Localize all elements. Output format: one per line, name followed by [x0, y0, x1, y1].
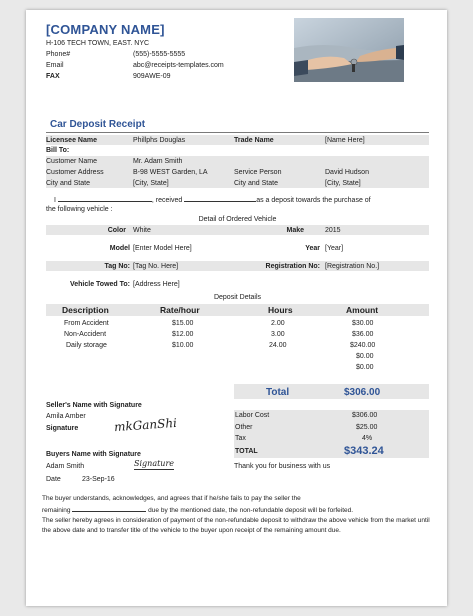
color-value: White: [133, 227, 151, 234]
terms-remaining: remaining: [42, 507, 71, 514]
total-band: [234, 384, 429, 399]
tax-value: 4%: [362, 435, 373, 442]
deposit-amount-blank[interactable]: [184, 194, 256, 202]
city-state-label: City and State: [46, 180, 90, 187]
labor-cost-value: $306.00: [352, 412, 378, 419]
thank-you-text: Thank you for business with us: [234, 463, 331, 470]
statement-deposit-text: as a deposit towards the purchase of: [256, 197, 371, 204]
seller-heading: Seller's Name with Signature: [46, 402, 142, 409]
remaining-amount-blank[interactable]: [72, 504, 146, 512]
statement-line-2: the following vehicle :: [46, 206, 113, 213]
col-rate: Rate/hour: [160, 305, 200, 315]
grand-total-value: $343.24: [344, 445, 384, 457]
registration-value: [Registration No.]: [325, 263, 380, 270]
licensee-value: Phillphs Douglas: [133, 137, 186, 144]
city-state-value-2: [City, State]: [325, 180, 361, 187]
row-1-description: Non-Accident: [64, 331, 107, 338]
col-hours: Hours: [268, 305, 293, 315]
make-label: Make: [286, 227, 304, 234]
terms-due-text: due by the mentioned date, the non-refundable deposit will be forfeited.: [148, 507, 354, 514]
receipt-title: Car Deposit Receipt: [50, 119, 146, 130]
date-label: Date: [46, 476, 61, 483]
row-1-amount: $36.00: [352, 331, 374, 338]
buyer-signature: Signature: [134, 459, 175, 468]
col-description: Description: [62, 305, 109, 315]
terms-seller-paragraph: The seller hereby agrees in consideration of payment of the non-refundable deposit to withdraw the above vehicle from the market until the above date and to transfer title of the vehicle to the buyer upon receipt of the remaining amount due.: [42, 517, 430, 534]
row-4-amount: $0.00: [356, 364, 374, 371]
city-state-value: [City, State]: [133, 180, 169, 187]
service-person-value: David Hudson: [325, 169, 369, 176]
car-keys-photo: [294, 18, 404, 82]
customer-address-label: Customer Address: [46, 169, 104, 176]
row-1-hours: 3.00: [271, 331, 285, 338]
statement-received: , received: [151, 197, 183, 204]
row-3-amount: $0.00: [356, 353, 374, 360]
model-label: Model: [109, 245, 130, 252]
licensee-label: Licensee Name: [46, 137, 97, 144]
row-2-rate: $10.00: [172, 342, 194, 349]
title-divider: [46, 132, 429, 133]
receipt-page: [26, 10, 447, 606]
terms-line-1: The buyer understands, acknowledges, and agrees that if he/she fails to pay the seller the: [42, 495, 301, 502]
row-1-rate: $12.00: [172, 331, 194, 338]
customer-name-value: Mr. Adam Smith: [133, 158, 183, 165]
other-value: $25.00: [356, 424, 378, 431]
trade-name-value: [Name Here]: [325, 137, 365, 144]
other-label: Other: [235, 424, 253, 431]
towed-to-value: [Address Here]: [133, 281, 180, 288]
total-value: $306.00: [344, 387, 381, 398]
received-by-blank[interactable]: [58, 194, 152, 202]
year-value: [Year]: [325, 245, 344, 252]
tag-label: Tag No:: [104, 263, 130, 270]
city-state-label-2: City and State: [234, 180, 278, 187]
buyer-heading: Buyers Name with Signature: [46, 451, 141, 458]
statement-i: I: [54, 197, 56, 204]
tag-value: [Tag No. Here]: [133, 263, 179, 270]
phone-value: (555)-5555-5555: [133, 51, 186, 58]
customer-address-value: B-98 WEST Garden, LA: [133, 169, 208, 176]
seller-name: Amila Amber: [46, 413, 86, 420]
row-0-description: From Accident: [64, 320, 109, 327]
row-2-description: Daily storage: [66, 342, 107, 349]
make-value: 2015: [325, 227, 341, 234]
grand-total-label: TOTAL: [235, 448, 258, 455]
email-label: Email: [46, 62, 64, 69]
total-label: Total: [266, 387, 290, 398]
date-value: 23-Sep-16: [82, 476, 115, 483]
buyer-name: Adam Smith: [46, 463, 85, 470]
row-0-amount: $30.00: [352, 320, 374, 327]
company-address: H-106 TECH TOWN, EAST. NYC: [46, 40, 150, 47]
row-0-rate: $15.00: [172, 320, 194, 327]
year-label: Year: [305, 245, 320, 252]
service-person-label: Service Person: [234, 169, 282, 176]
vehicle-details-heading: Detail of Ordered Vehicle: [198, 216, 277, 223]
col-amount: Amount: [346, 305, 379, 315]
model-value: [Enter Model Here]: [133, 245, 192, 252]
row-2-hours: 24.00: [269, 342, 287, 349]
customer-name-label: Customer Name: [46, 158, 97, 165]
trade-name-label: Trade Name: [234, 137, 274, 144]
email-value: abc@receipts-templates.com: [133, 62, 224, 69]
bill-to-label: Bill To:: [46, 147, 70, 154]
seller-signature: mkGanShi: [113, 415, 178, 435]
registration-label: Registration No:: [265, 263, 320, 270]
fax-value: 909AWE-09: [133, 73, 171, 80]
deposit-details-heading: Deposit Details: [213, 294, 262, 301]
seller-signature-label: Signature: [46, 425, 79, 432]
terms-paragraph: [42, 494, 434, 536]
row-2-amount: $240.00: [350, 342, 376, 349]
row-0-hours: 2.00: [271, 320, 285, 327]
labor-cost-label: Labor Cost: [235, 412, 270, 419]
fax-label: FAX: [46, 73, 60, 80]
company-name: [COMPANY NAME]: [46, 22, 165, 37]
statement-line: [54, 194, 371, 205]
color-label: Color: [107, 227, 126, 234]
phone-label: Phone#: [46, 51, 71, 58]
tax-label: Tax: [235, 435, 246, 442]
terms-line-2: [42, 504, 434, 516]
towed-to-label: Vehicle Towed To:: [69, 281, 130, 288]
